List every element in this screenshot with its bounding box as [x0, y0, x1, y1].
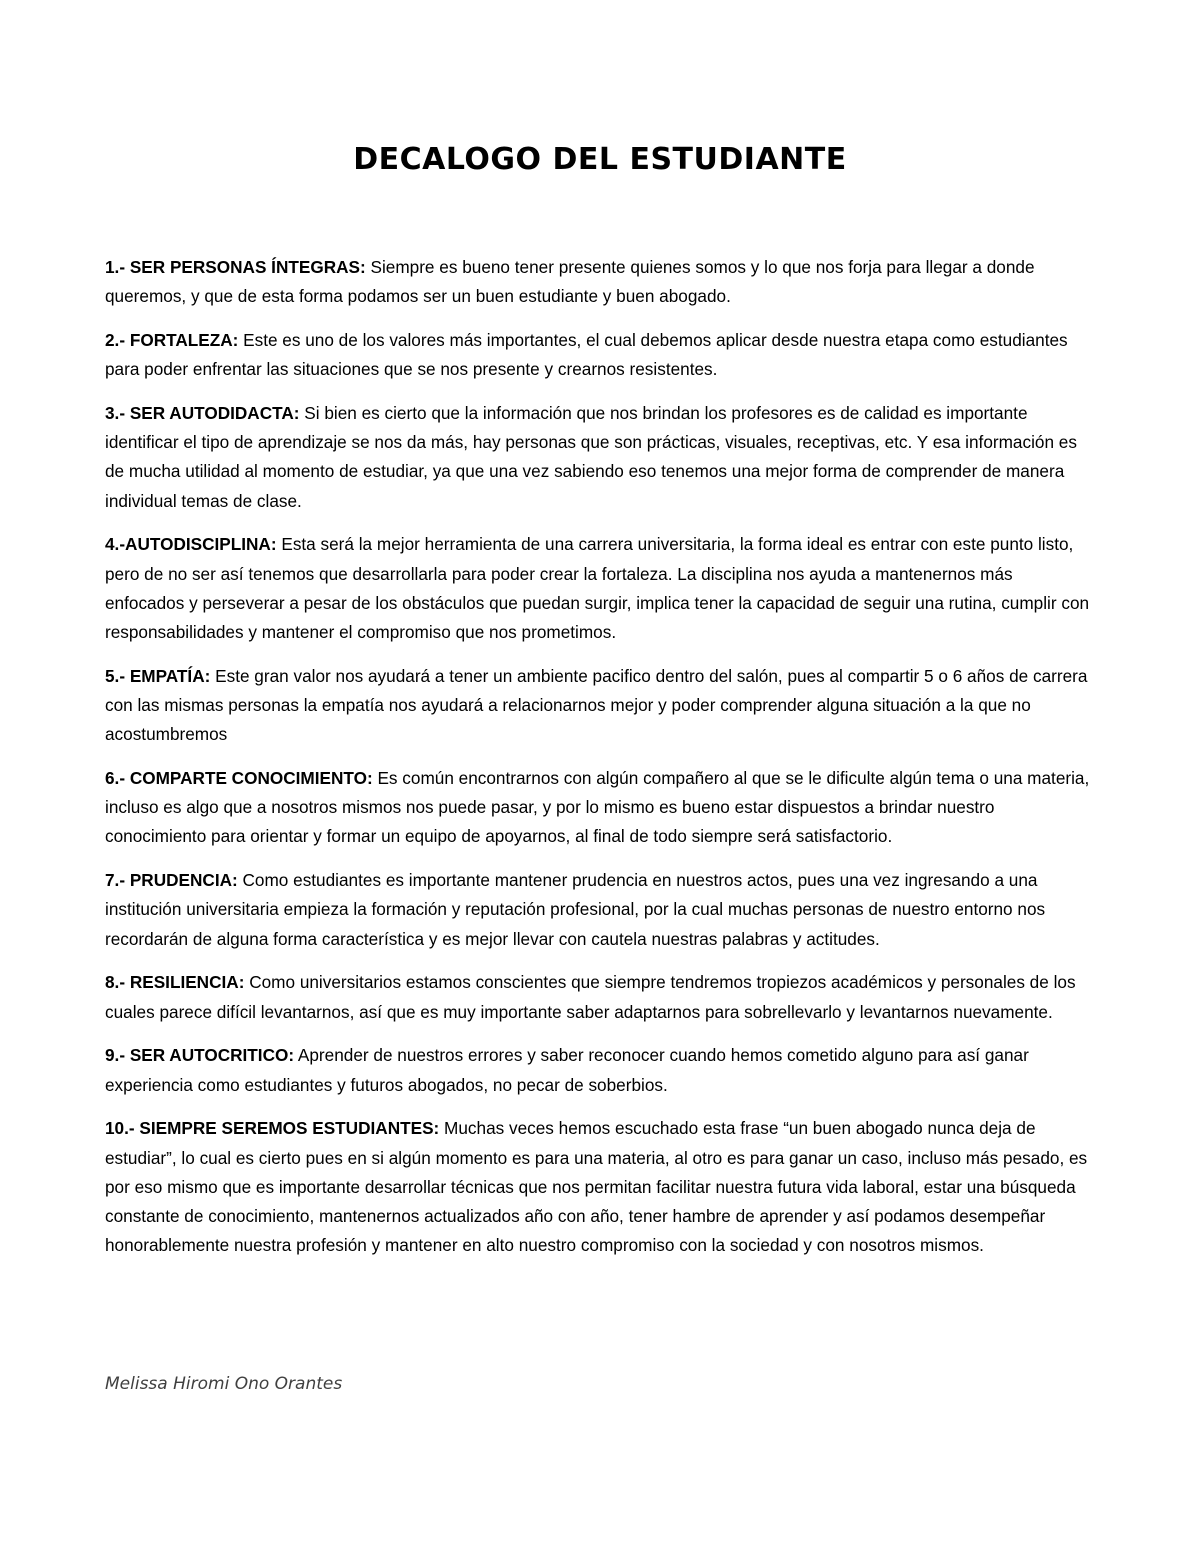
decalogue-item-5 — [105, 662, 1095, 750]
item-heading: 10.- SIEMPRE SEREMOS ESTUDIANTES: — [105, 1118, 440, 1139]
item-text: Como universitarios estamos conscientes que siempre tendremos tropiezos académicos y personales de los cuales parece difícil levantarnos, así que es muy importante saber adaptarnos para sobrellevarlo y levantarnos nuevamente. — [105, 972, 1076, 1022]
item-heading: 3.- SER AUTODIDACTA: — [105, 403, 300, 423]
item-text: Siempre es bueno tener presente quienes somos y lo que nos forja para llegar a donde queremos, y que de esta forma podamos ser un buen estudiante y buen abogado. — [105, 257, 1035, 307]
decalogue-item-4 — [105, 530, 1095, 647]
decalogue-item-3 — [105, 399, 1095, 516]
decalogue-item-10 — [105, 1114, 1095, 1260]
decalogue-item-7 — [105, 866, 1095, 954]
item-heading: 6.- COMPARTE CONOCIMIENTO: — [105, 768, 373, 789]
decalogue-item-9 — [105, 1041, 1095, 1099]
decalogue-item-2 — [105, 326, 1095, 384]
item-heading: 4.-AUTODISCIPLINA: — [105, 534, 277, 555]
author-signature: Melissa Hiromi Ono Orantes — [105, 1374, 343, 1394]
item-text: Aprender de nuestros errores y saber reconocer cuando hemos cometido alguno para así ganar experiencia como estudiantes y futuros abogados, no pecar de soberbios. — [105, 1045, 1029, 1095]
item-text: Esta será la mejor herramienta de una carrera universitaria, la forma ideal es entrar con este punto listo, pero de no ser así tenemos que desarrollarla para poder crear la fortaleza. La disciplina nos ayuda a mantenernos más enfocados y perseverar a pesar de los obstáculos que puedan surgir, implica tener la capacidad de seguir una rutina, cumplir con responsabilidades y mantener el compromiso que nos prometimos. — [105, 534, 1090, 643]
item-heading: 2.- FORTALEZA: — [105, 330, 239, 350]
decalogue-item-1 — [105, 253, 1095, 311]
document-title: DECALOGO DEL ESTUDIANTE — [353, 142, 847, 177]
item-heading: 9.- SER AUTOCRITICO: — [105, 1045, 295, 1066]
item-heading: 7.- PRUDENCIA: — [105, 870, 238, 891]
decalogue-item-6 — [105, 764, 1095, 852]
item-text: Si bien es cierto que la información que nos brindan los profesores es de calidad es importante identificar el tipo de aprendizaje se nos da más, hay personas que son prácticas, visuales, receptivas, etc. Y esa información es de mucha utilidad al momento de estudiar, ya que una vez sabiendo eso tenemos una mejor forma de comprender de manera individual temas de clase. — [105, 403, 1077, 511]
item-heading: 8.- RESILIENCIA: — [105, 972, 245, 993]
item-heading: 5.- EMPATÍA: — [105, 665, 211, 686]
item-text: Como estudiantes es importante mantener prudencia en nuestros actos, pues una vez ingresando a una institución universitaria empieza la formación y reputación profesional, por la cual muchas personas de nuestro entorno nos recordarán de alguna forma característica y es mejor llevar con cautela nuestras palabras y actitudes. — [105, 870, 1046, 949]
item-text: Muchas veces hemos escuchado esta frase “un buen abogado nunca deja de estudiar”, lo cual es cierto pues en si algún momento es para una materia, al otro es para ganar un caso, incluso más pesado, es por eso mismo que es importante desarrollar técnicas que nos permitan facilitar nuestra futura vida laboral, estar una búsqueda constante de conocimiento, mantenernos actualizados año con año, tener hambre de aprender y así podamos desempeñar honorablemente nuestra profesión y mantener en alto nuestro compromiso con la sociedad y con nosotros mismos. — [105, 1118, 1088, 1256]
decalogue-item-8 — [105, 968, 1095, 1026]
item-text: Es común encontrarnos con algún compañero al que se le dificulte algún tema o una materia, incluso es algo que a nosotros mismos nos puede pasar, y por lo mismo es bueno estar dispuestos a brindar nuestro conocimiento para orientar y formar un equipo de apoyarnos, al final de todo siempre será satisfactorio. — [105, 768, 1090, 847]
decalogue-list — [105, 253, 1095, 1275]
item-heading: 1.- SER PERSONAS ÍNTEGRAS: — [105, 257, 366, 277]
item-text: Este gran valor nos ayudará a tener un ambiente pacifico dentro del salón, pues al compartir 5 o 6 años de carrera con las mismas personas la empatía nos ayudará a relacionarnos mejor y poder comprender alguna situación a la que no acostumbremos — [105, 665, 1088, 745]
item-text: Este es uno de los valores más importantes, el cual debemos aplicar desde nuestra etapa como estudiantes para poder enfrentar las situaciones que se nos presente y crearnos resistentes. — [105, 330, 1068, 380]
